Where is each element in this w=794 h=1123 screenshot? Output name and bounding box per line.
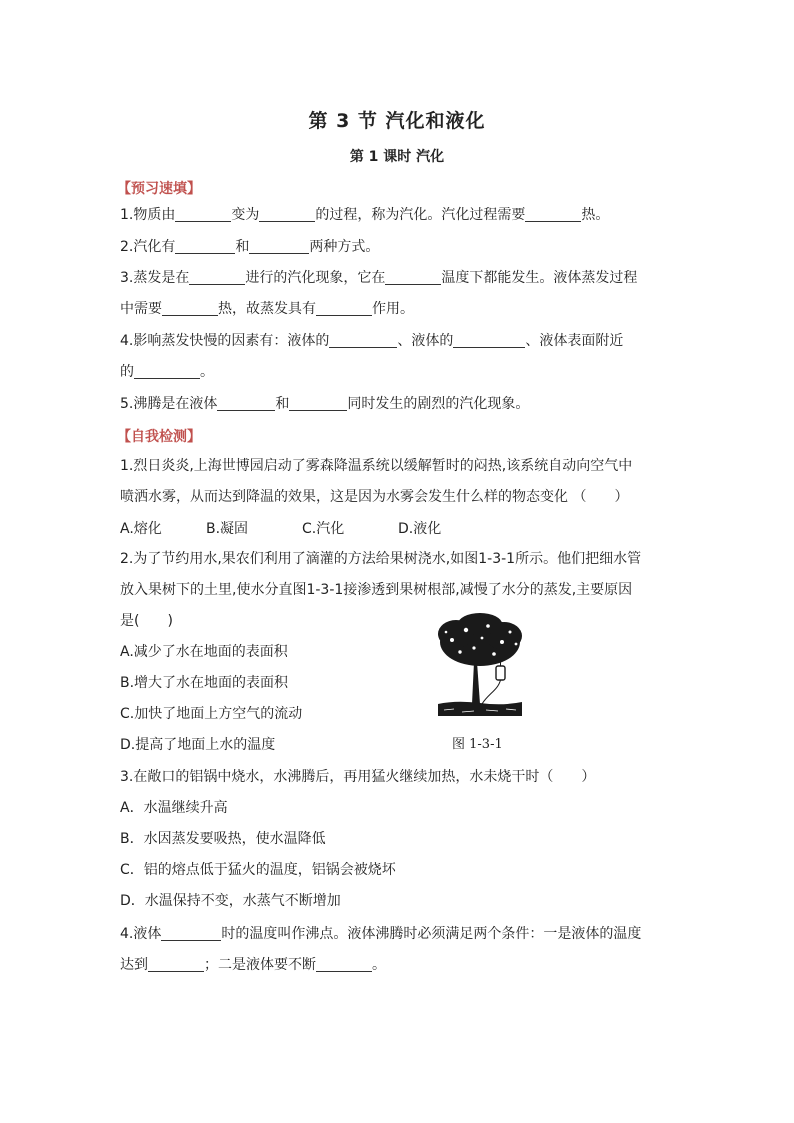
answer-blank[interactable] <box>385 268 441 285</box>
section-heading-preview: 【预习速填】 <box>117 181 201 197</box>
option-a[interactable]: A.熔化 <box>120 521 162 537</box>
check-question-2-option-c[interactable]: C.加快了地面上方空气的流动 <box>120 706 303 722</box>
answer-blank[interactable] <box>161 924 221 941</box>
check-question-3-option-c[interactable]: C．铝的熔点低于猛火的温度，铝锅会被烧坏 <box>120 862 396 878</box>
option-b[interactable]: B.凝固 <box>206 521 249 537</box>
check-question-1-line-2: 喷洒水雾，从而达到降温的效果，这是因为水雾会发生什么样的物态变化 （ ） <box>120 489 629 505</box>
answer-blank[interactable] <box>316 955 372 972</box>
check-question-4-line-1: 4.液体 时的温度叫作沸点。液体沸腾时必须满足两个条件：一是液体的温度 <box>120 926 642 942</box>
answer-blank[interactable] <box>217 394 275 411</box>
check-question-2-option-a[interactable]: A.减少了水在地面的表面积 <box>120 644 288 660</box>
page-subtitle: 第 1 课时 汽化 <box>349 149 445 165</box>
check-question-2-line-1: 2.为了节约用水,果农们利用了滴灌的方法给果树浇水,如图1-3-1所示。他们把细水管 <box>120 551 642 567</box>
option-c[interactable]: C.汽化 <box>302 521 345 537</box>
check-question-3-option-a[interactable]: A．水温继续升高 <box>120 800 228 816</box>
check-question-1-options <box>120 518 441 538</box>
answer-blank[interactable] <box>162 299 218 316</box>
preview-question-3: 3.蒸发是在 进行的汽化现象，它在 温度下都能发生。液体蒸发过程 <box>120 270 638 286</box>
check-question-1-line-1: 1.烈日炎炎,上海世博园启动了雾森降温系统以缓解暂时的闷热,该系统自动向空气中 <box>120 458 633 474</box>
answer-blank[interactable] <box>175 237 235 254</box>
page-title: 第 3 节 汽化和液化 <box>308 110 486 132</box>
answer-blank[interactable] <box>148 955 204 972</box>
check-question-3-option-b[interactable]: B．水因蒸发要吸热，使水温降低 <box>120 831 326 847</box>
answer-blank[interactable] <box>289 394 347 411</box>
answer-blank[interactable] <box>316 299 372 316</box>
answer-blank[interactable] <box>175 205 231 222</box>
answer-blank[interactable] <box>525 205 581 222</box>
check-question-2-option-d[interactable]: D.提高了地面上水的温度 <box>120 737 276 753</box>
figure-caption: 图 1-3-1 <box>452 737 503 752</box>
preview-question-4: 4.影响蒸发快慢的因素有：液体的 、液体的 、液体表面附近 <box>120 333 624 349</box>
check-question-4-line-2: 达到 ；二是液体要不断 。 <box>120 957 386 973</box>
preview-question-1: 1.物质由 变为 的过程，称为汽化。汽化过程需要 热。 <box>120 207 610 223</box>
preview-question-3-cont: 中需要 热，故蒸发具有 作用。 <box>120 301 414 317</box>
check-question-3-option-d[interactable]: D．水温保持不变，水蒸气不断增加 <box>120 893 341 909</box>
check-question-3-line-1: 3.在敞口的铝锅中烧水，水沸腾后，再用猛火继续加热，水未烧干时（ ） <box>120 769 596 785</box>
answer-blank[interactable] <box>259 205 315 222</box>
answer-blank[interactable] <box>134 362 200 379</box>
tree-drip-irrigation-illustration <box>436 612 524 724</box>
option-d[interactable]: D.液化 <box>398 521 442 537</box>
check-question-2-line-3: 是( ) <box>120 613 173 629</box>
answer-blank[interactable] <box>249 237 309 254</box>
answer-blank[interactable] <box>189 268 245 285</box>
preview-question-2: 2.汽化有 和 两种方式。 <box>120 239 380 255</box>
answer-blank[interactable] <box>453 331 525 348</box>
section-heading-selfcheck: 【自我检测】 <box>117 429 201 445</box>
preview-question-5: 5.沸腾是在液体 和 同时发生的剧烈的汽化现象。 <box>120 396 530 412</box>
check-question-2-option-b[interactable]: B.增大了水在地面的表面积 <box>120 675 289 691</box>
check-question-2-line-2: 放入果树下的土里,使水分直图1-3-1接渗透到果树根部,减慢了水分的蒸发,主要原因 <box>120 582 633 598</box>
answer-blank[interactable] <box>329 331 397 348</box>
preview-question-4-cont: 的 。 <box>120 364 214 380</box>
